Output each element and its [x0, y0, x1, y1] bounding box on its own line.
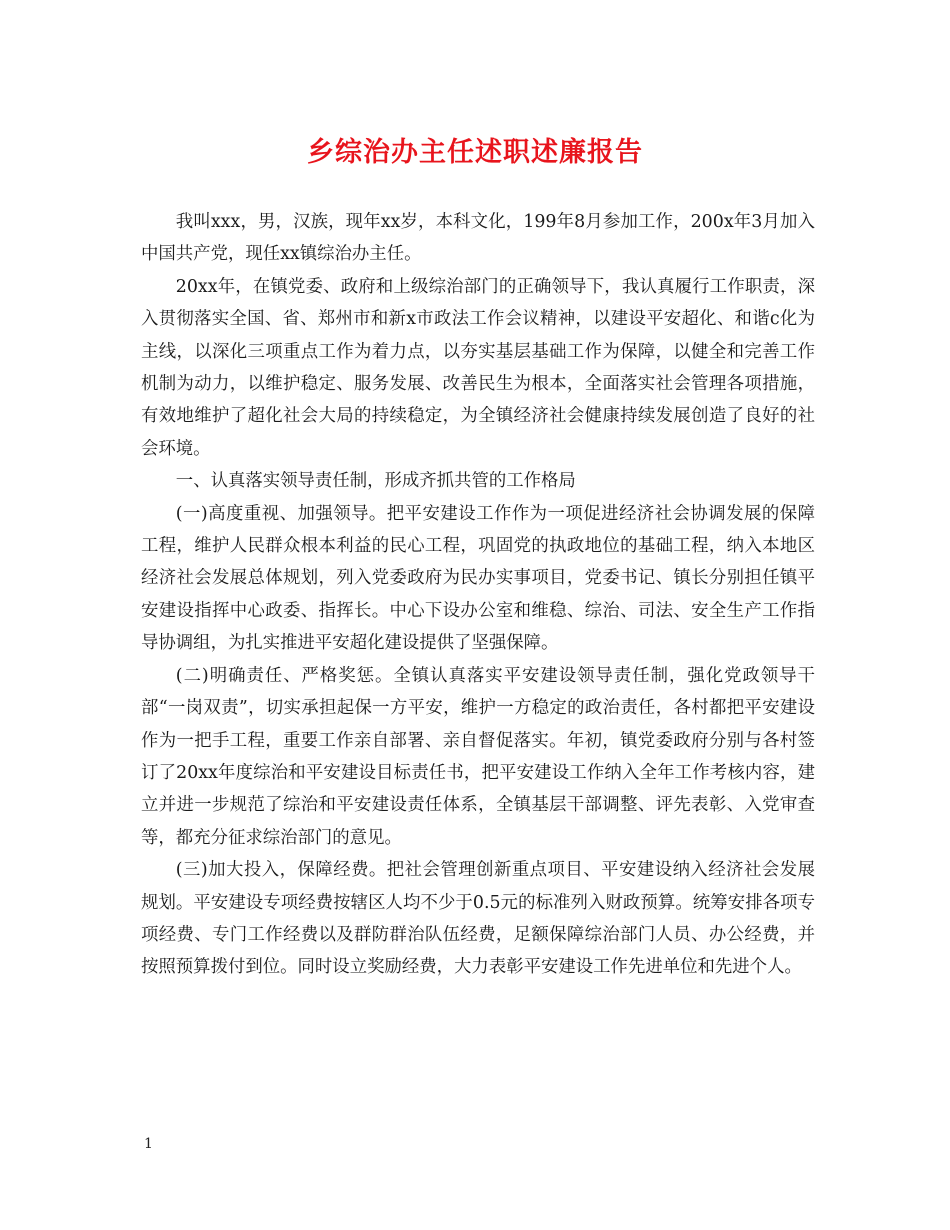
paragraph-summary: 20xx年，在镇党委、政府和上级综治部门的正确领导下，我认真履行工作职责，深入贯彻落实全国、省、郑州市和新x市政法工作会议精神，以建设平安超化、和谐c化为主线，以深化三项重点工作为着力点，以夯实基层基础工作为保障，以健全和完善工作机制为动力，以维护稳定、服务发展、改善民生为根本，全面落实社会管理各项措施，有效地维护了超化社会大局的持续稳定，为全镇经济社会健康持续发展创造了良好的社会环境。: [141, 276, 815, 459]
section-heading-1: 一、认真落实领导责任制，形成齐抓共管的工作格局: [175, 471, 576, 492]
paragraph-subsection-1: (一)高度重视、加强领导。把平安建设工作作为一项促进经济社会协调发展的保障工程，维护人民群众根本利益的民心工程，巩固党的执政地位的基础工程，纳入本地区经济社会发展总体规划，列入党委政府为民办实事项目，党委书记、镇长分别担任镇平安建设指挥中心政委、指挥长。中心下设办公室和维稳、综治、司法、安全生产工作指导协调组，为扎实推进平安超化建设提供了坚强保障。: [141, 503, 815, 654]
document-title: 乡综治办主任述职述廉报告: [307, 137, 643, 168]
page-number: 1: [144, 1136, 153, 1152]
paragraph-subsection-2: (二)明确责任、严格奖惩。全镇认真落实平安建设领导责任制，强化党政领导干部“一岗双责”，切实承担起保一方平安，维护一方稳定的政治责任，各村都把平安建设作为一把手工程，重要工作亲自部署、亲自督促落实。年初，镇党委政府分别与各村签订了20xx年度综治和平安建设目标责任书，把平安建设工作纳入全年工作考核内容，建立并进一步规范了综治和平安建设责任体系，全镇基层干部调整、评先表彰、入党审查等，都充分征求综治部门的意见。: [141, 665, 815, 848]
paragraph-subsection-3: (三)加大投入，保障经费。把社会管理创新重点项目、平安建设纳入经济社会发展规划。平安建设专项经费按辖区人均不少于0.5元的标准列入财政预算。统筹安排各项专项经费、专门工作经费以及群防群治队伍经费，足额保障综治部门人员、办公经费，并按照预算拨付到位。同时设立奖励经费，大力表彰平安建设工作先进单位和先进个人。: [141, 860, 815, 978]
document-body: [141, 206, 815, 984]
paragraph-intro: 我叫xxx，男，汉族，现年xx岁，本科文化，199年8月参加工作，200x年3月加入中国共产党，现任xx镇综治办主任。: [141, 212, 815, 265]
